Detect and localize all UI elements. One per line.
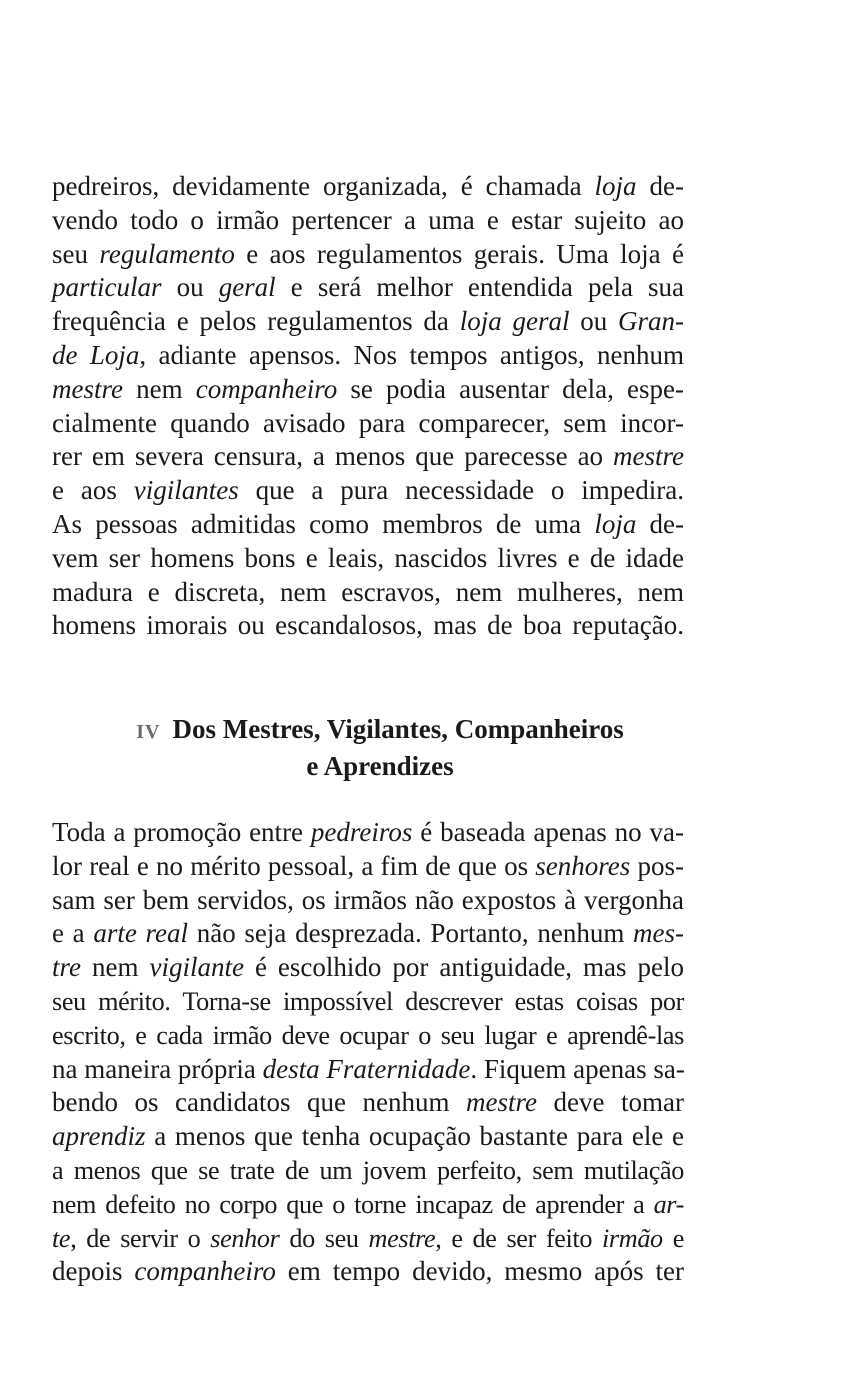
text-line [52, 816, 684, 850]
italic-text-segment: de Loja [52, 339, 140, 370]
text-segment: na maneira própria [52, 1053, 263, 1084]
text-line [52, 305, 684, 339]
text-segment: e será melhor entendida pela sua [275, 272, 685, 303]
text-segment: se podia ausentar dela, espe- [337, 373, 684, 404]
text-line [52, 542, 684, 576]
text-segment: nem defeito no corpo que o torne incapaz de aprender a [52, 1189, 654, 1219]
italic-text-segment: loja [594, 508, 637, 539]
text-segment: Toda a promoção entre [52, 817, 311, 847]
text-segment: vem ser homens bons e leais, nascidos livres e de idade [52, 542, 684, 573]
italic-text-segment: loja [594, 171, 637, 201]
text-line [52, 1086, 684, 1120]
italic-text-segment: arte real [93, 918, 189, 949]
body-text-paragraph-1 [52, 170, 684, 643]
text-line [52, 474, 684, 508]
text-line [52, 1255, 684, 1289]
italic-text-segment: loja geral [459, 306, 570, 337]
text-line [52, 884, 684, 918]
section-title-line-2: e Aprendizes [306, 751, 454, 781]
text-segment: de- [636, 508, 685, 539]
italic-text-segment: companheiro [134, 1256, 276, 1287]
text-segment: é baseada apenas no va- [412, 817, 684, 847]
italic-text-segment: mes- [633, 918, 685, 949]
text-line [52, 576, 684, 610]
text-line [52, 1222, 684, 1256]
text-line [52, 440, 684, 474]
text-segment: vendo todo o irmão pertencer a uma e estar sujeito ao [52, 204, 684, 235]
text-line [52, 373, 684, 407]
text-segment: nem [122, 373, 196, 404]
text-segment: seu mérito. Torna-se impossível descrever estas coisas por [52, 986, 684, 1016]
text-segment: madura e discreta, nem escravos, nem mulheres, nem [52, 576, 684, 607]
text-segment: escrito, e cada irmão deve ocupar o seu lugar e aprendê-las [52, 1020, 684, 1050]
italic-text-segment: particular [52, 272, 162, 303]
text-segment: e [662, 1223, 684, 1253]
text-line [52, 1019, 684, 1053]
text-segment: pos- [630, 850, 684, 881]
italic-text-segment: mestre [466, 1087, 537, 1118]
text-line [52, 204, 684, 238]
text-line [52, 917, 684, 951]
italic-text-segment: tre [52, 952, 81, 983]
section-number: IV [136, 721, 161, 743]
italic-text-segment: vigilante [149, 952, 244, 983]
italic-text-segment: companheiro [195, 373, 338, 404]
text-line [52, 170, 684, 204]
text-segment: a menos que se trate de um jovem perfeito, sem mutilação [52, 1155, 684, 1185]
text-segment: cialmente quando avisado para comparecer, sem incor- [52, 407, 684, 438]
italic-text-segment: Gran- [618, 306, 684, 337]
text-line [52, 1120, 684, 1154]
text-segment: ou [569, 306, 618, 337]
text-line [52, 271, 684, 305]
text-segment: e aos [52, 475, 134, 506]
section-title-line-1: Dos Mestres, Vigilantes, Companheiros [172, 714, 624, 744]
italic-text-segment: mestre [52, 373, 123, 404]
text-line [52, 508, 684, 542]
italic-text-segment: regulamento [99, 238, 235, 269]
text-segment: , de servir o [70, 1223, 211, 1253]
text-segment: pedreiros, devidamente organizada, é chamada [52, 171, 595, 201]
italic-text-segment: desta Fraternidade [262, 1053, 471, 1084]
body-text-paragraph-2 [52, 816, 684, 1289]
text-segment: rer em severa censura, a menos que parecesse ao [52, 441, 614, 472]
section-heading [100, 712, 660, 783]
text-segment: lor real e no mérito pessoal, a fim de que os [52, 850, 536, 881]
text-line [52, 339, 684, 373]
italic-text-segment: aprendiz [52, 1121, 146, 1152]
text-line [52, 850, 684, 884]
text-segment: em tempo devido, mesmo após ter [275, 1256, 684, 1287]
text-segment: seu [52, 238, 100, 269]
text-segment: e a [52, 918, 94, 949]
italic-text-segment: vigilantes [133, 475, 239, 506]
text-line [52, 1188, 684, 1222]
text-segment: , adiante apensos. Nos tempos antigos, nenhum [139, 339, 684, 370]
text-line [52, 407, 684, 441]
text-segment: ou [161, 272, 219, 303]
italic-text-segment: senhor [210, 1223, 280, 1253]
text-segment: do seu [279, 1223, 369, 1253]
text-segment: homens imorais ou escandalosos, mas de boa reputação. [52, 610, 684, 641]
text-line [52, 1154, 684, 1188]
italic-text-segment: ar- [653, 1189, 684, 1219]
italic-text-segment: irmão [601, 1223, 663, 1253]
text-segment: As pessoas admitidas como membros de uma [52, 508, 595, 539]
italic-text-segment: pedreiros [310, 817, 413, 847]
italic-text-segment: senhores [535, 850, 631, 881]
text-segment: , e de ser feito [435, 1223, 602, 1253]
text-segment: é escolhido por antiguidade, mas pelo [243, 952, 684, 983]
text-segment: depois [52, 1256, 135, 1287]
text-line [52, 1053, 684, 1087]
text-segment: frequência e pelos regulamentos da [52, 306, 460, 337]
text-segment: de- [636, 171, 684, 201]
text-segment: deve tomar [537, 1087, 684, 1118]
text-segment: . Fiquem apenas sa- [470, 1053, 685, 1084]
text-segment: nem [81, 952, 150, 983]
text-line [52, 238, 684, 272]
text-line [52, 985, 684, 1019]
text-line [52, 609, 684, 643]
text-segment: não seja desprezada. Portanto, nenhum [188, 918, 634, 949]
text-segment: bendo os candidatos que nenhum [52, 1087, 467, 1118]
italic-text-segment: mestre [613, 441, 684, 472]
text-segment: e aos regulamentos gerais. Uma loja é [234, 238, 684, 269]
text-line [52, 951, 684, 985]
text-segment: que a pura necessidade o impedira. [238, 475, 684, 506]
italic-text-segment: mestre [368, 1223, 436, 1253]
italic-text-segment: te [52, 1223, 71, 1253]
section-heading-line-1 [100, 712, 660, 749]
text-segment: sam ser bem servidos, os irmãos não expostos à vergonha [52, 884, 684, 915]
text-segment: a menos que tenha ocupação bastante para ele e [145, 1121, 684, 1152]
italic-text-segment: geral [218, 272, 276, 303]
